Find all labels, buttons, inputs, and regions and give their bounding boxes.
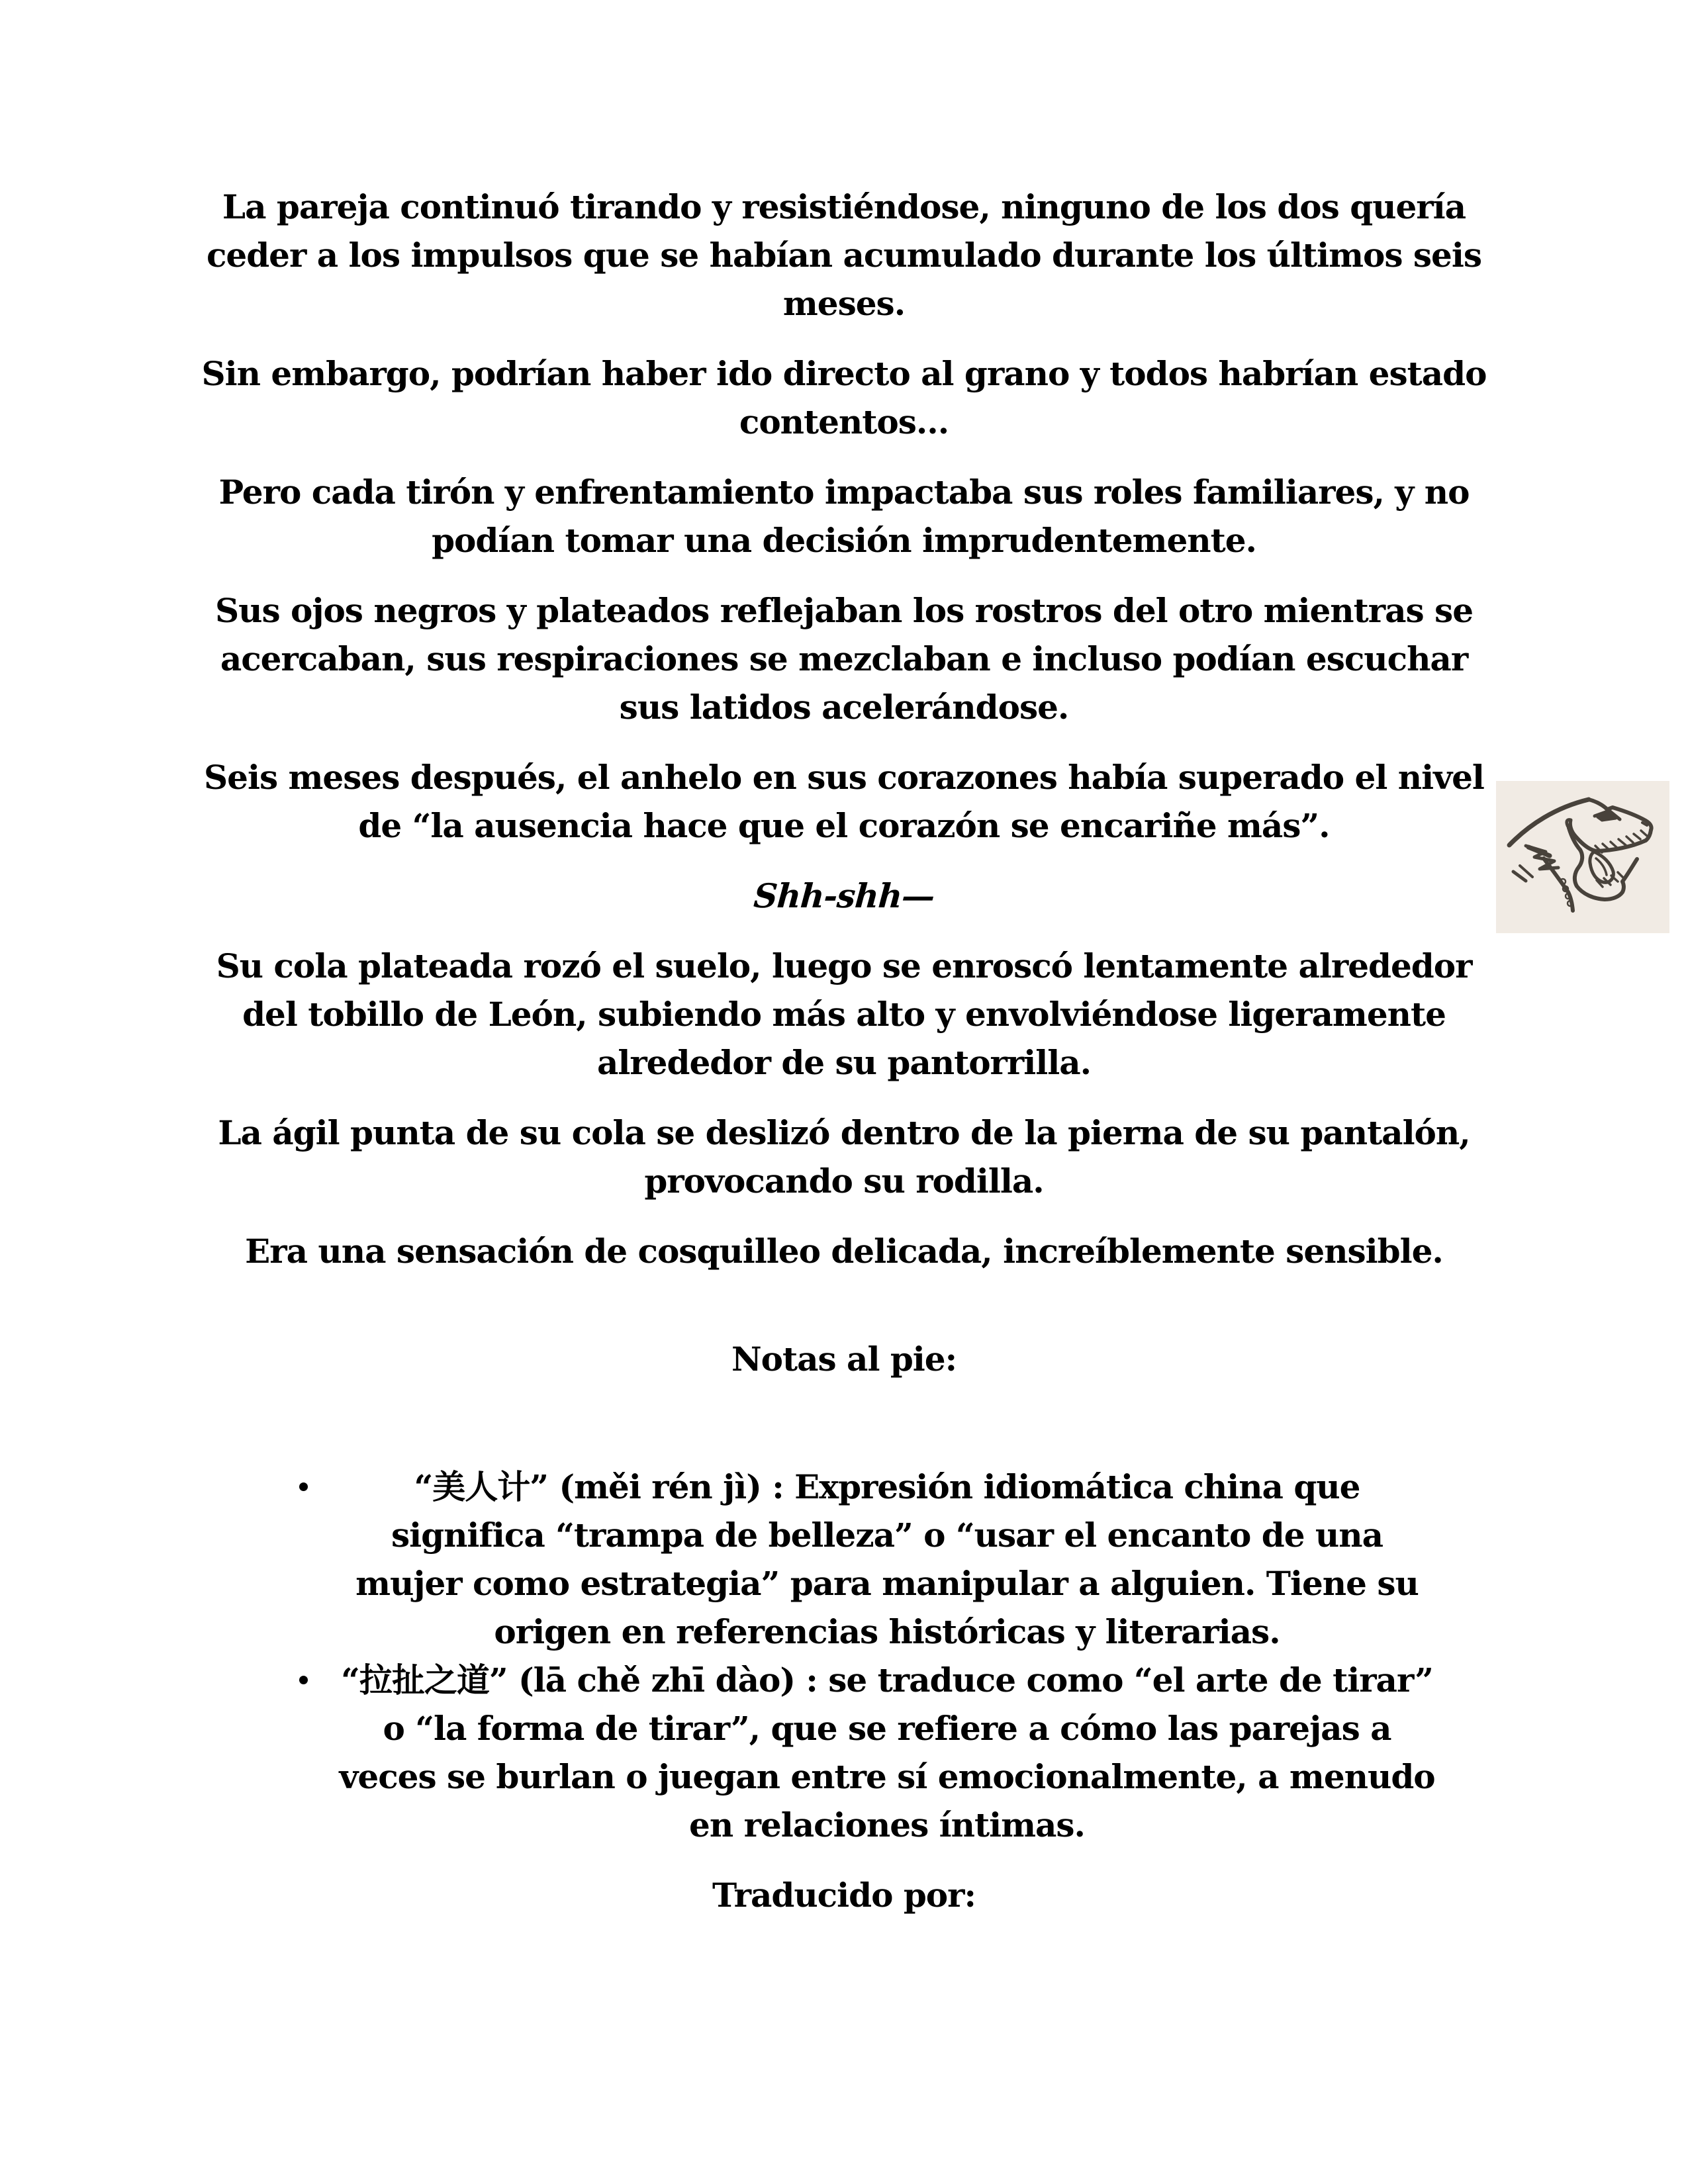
footnote-text: “拉扯之道” (lā chě zhī dào) : se traduce como “el arte de tirar” o “la forma de tirar”, que se refiere a cómo las parejas a veces se burlan o juegan entre sí emocionalmente, a menudo en relaciones íntimas. xyxy=(339,1661,1435,1844)
paragraph: Pero cada tirón y enfrentamiento impactaba sus roles familiares, y no podían tomar una decisión imprudentemente. xyxy=(218,473,1470,560)
paragraph: Era una sensación de cosquilleo delicada, increíblemente sensible. xyxy=(245,1232,1443,1271)
dinosaur-sketch-svg xyxy=(1496,781,1669,933)
footnotes-list xyxy=(338,1463,1436,1849)
paragraph: La ágil punta de su cola se deslizó dentro de la pierna de su pantalón, provocando su rodilla. xyxy=(218,1113,1470,1201)
footnote-item xyxy=(338,1463,1436,1656)
paragraph: Su cola plateada rozó el suelo, luego se enroscó lentamente alrededor del tobillo de León, subiendo más alto y envolviéndose ligeramente alrededor de su pantorrilla. xyxy=(216,946,1472,1082)
translator-credit-line: Traducido por: xyxy=(712,1876,976,1915)
paragraph: La pareja continuó tirando y resistiéndose, ninguno de los dos quería ceder a los impulsos que se habían acumulado durante los últimos seis meses. xyxy=(206,187,1482,323)
footnote-item xyxy=(338,1656,1436,1849)
paragraph: Sus ojos negros y plateados reflejaban los rostros del otro mientras se acercaban, sus respiraciones se mezclaban e incluso podían escuchar sus latidos acelerándose. xyxy=(214,591,1474,727)
footnote-text: “美人计” (měi rén jì) : Expresión idiomática china que significa “trampa de belleza” o “usar el encanto de una mujer como estrategia” para manipular a alguien. Tiene su origen en referencias históricas y literarias. xyxy=(355,1467,1419,1651)
paragraph: Seis meses después, el anhelo en sus corazones había superado el nivel de “la ausencia hace que el corazón se encariñe más”. xyxy=(204,758,1484,845)
footnotes-heading: Notas al pie: xyxy=(731,1340,957,1379)
paragraph: Sin embargo, podrían haber ido directo al grano y todos habrían estado contentos... xyxy=(201,354,1487,441)
sound-effect-line: Shh-shh— xyxy=(752,876,936,915)
text-column xyxy=(199,0,1489,1919)
dinosaur-head-sketch xyxy=(1496,781,1669,933)
